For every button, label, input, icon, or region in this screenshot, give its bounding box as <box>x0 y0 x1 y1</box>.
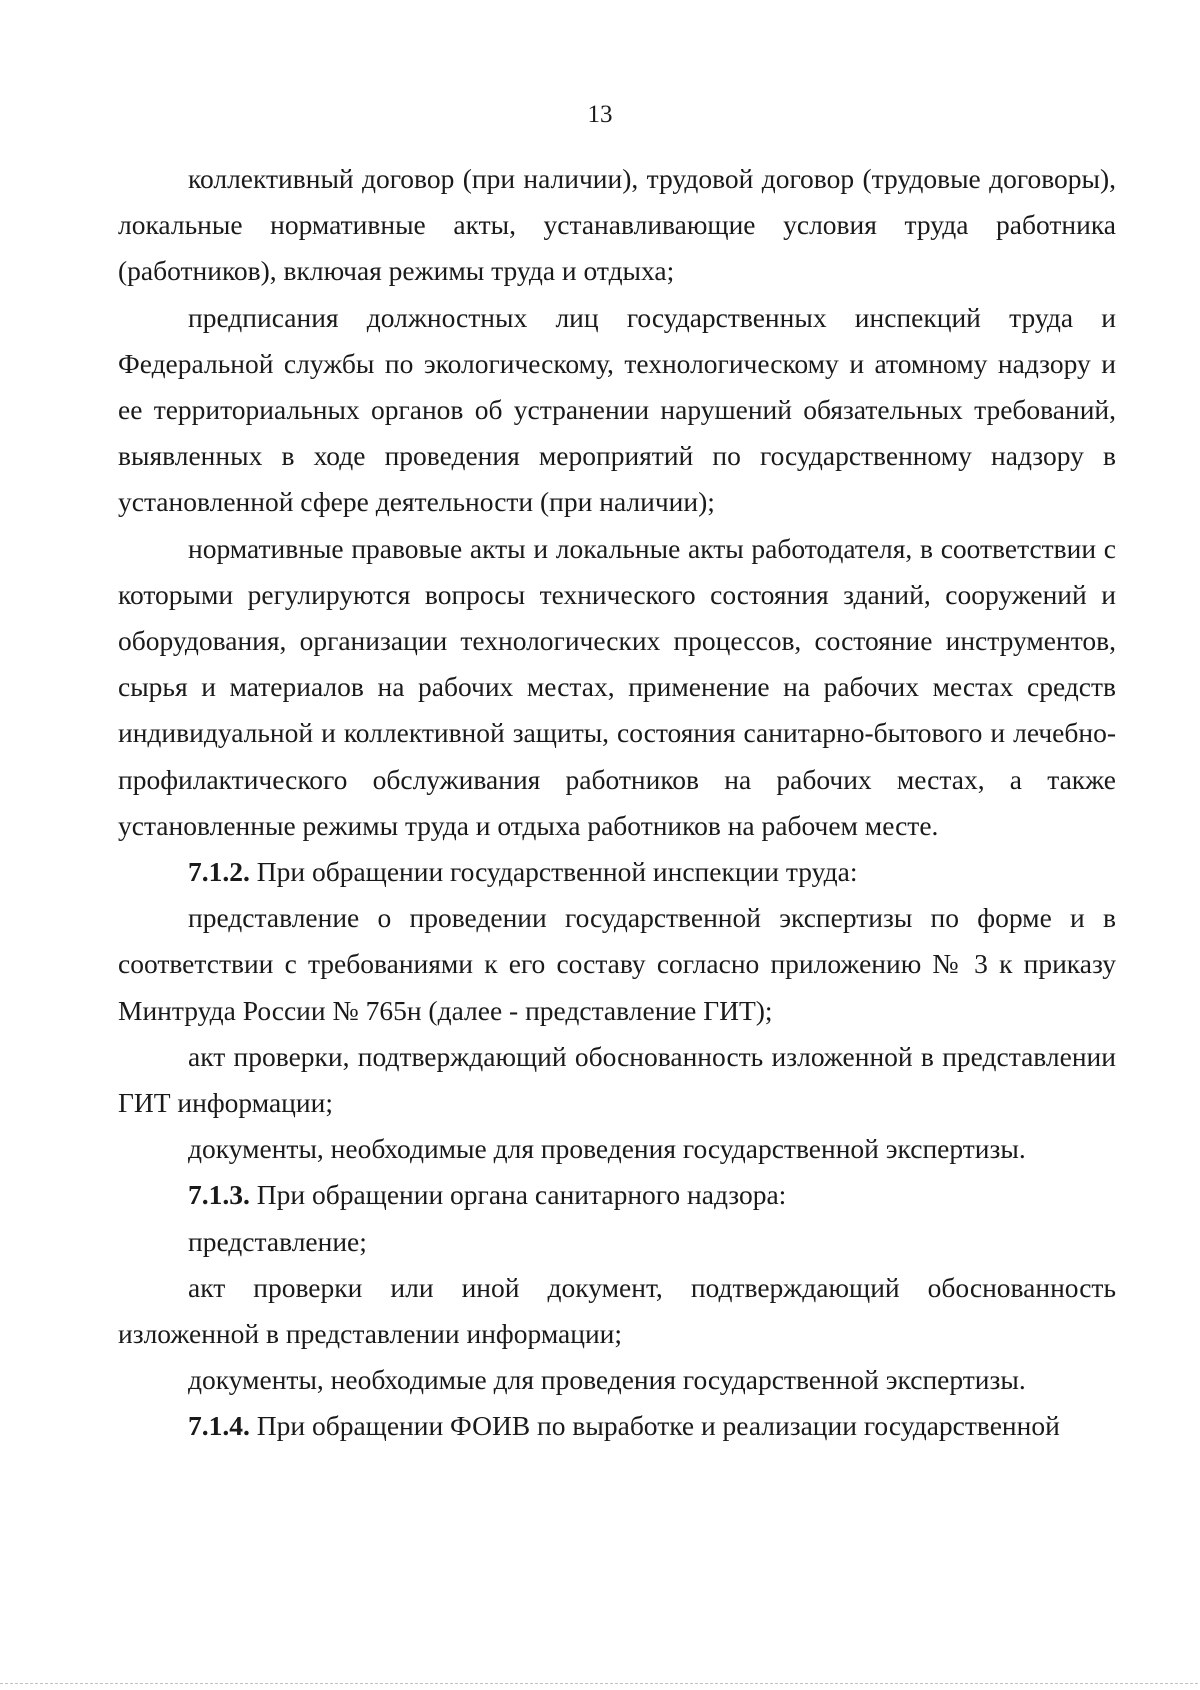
section-7-1-3-heading: 7.1.3. При обращении органа санитарного надзора: <box>188 1179 787 1211</box>
paragraph-git-submission: представление о проведении государственной экспертизы по форме и в соответствии с требованиями к его составу согласно приложению № 3 к приказу Минтруда России № 765н (далее - представление ГИТ); <box>118 902 1116 1026</box>
paragraph-inspection-act-other: акт проверки или иной документ, подтверждающий обоснованность изложенной в представлении информации; <box>118 1271 1116 1350</box>
section-number: 7.1.3. <box>188 1179 250 1211</box>
paragraph-submission: представление; <box>188 1225 367 1257</box>
section-number: 7.1.4. <box>188 1410 250 1442</box>
document-body <box>118 156 1116 1450</box>
page-number: 13 <box>587 101 613 128</box>
paragraph-collective-agreement: коллективный договор (при наличии), трудовой договор (трудовые договоры), локальные нормативные акты, устанавливающие условия труда работника (работников), включая режимы труда и отдыха; <box>118 163 1116 287</box>
scan-edge-line <box>0 1683 1200 1684</box>
paragraph-expertise-documents: документы, необходимые для проведения государственной экспертизы. <box>188 1133 1026 1165</box>
section-number: 7.1.2. <box>188 856 250 888</box>
paragraph-inspection-orders: предписания должностных лиц государственных инспекций труда и Федеральной службы по экологическому, технологическому и атомному надзору и ее территориальных органов об устранении нарушений обязательных требований, выявленных в ходе проведения мероприятий по государственному надзору в установленной сфере деятельности (при наличии); <box>118 301 1116 518</box>
section-7-1-2-heading: 7.1.2. При обращении государственной инспекции труда: <box>188 856 858 888</box>
paragraph-regulatory-acts: нормативные правовые акты и локальные акты работодателя, в соответствии с которыми регулируются вопросы технического состояния зданий, сооружений и оборудования, организации технологических процессов, состояние инструментов, сырья и материалов на рабочих местах, применение на рабочих местах средств индивидуальной и коллективной защиты, состояния санитарно-бытового и лечебно-профилактического обслуживания работников на рабочих местах, а также установленные режимы труда и отдыха работников на рабочем месте. <box>118 532 1116 841</box>
paragraph-expertise-documents-2: документы, необходимые для проведения государственной экспертизы. <box>188 1364 1026 1396</box>
section-7-1-4-heading: 7.1.4. При обращении ФОИВ по выработке и реализации государственной <box>188 1410 1060 1442</box>
paragraph-inspection-act: акт проверки, подтверждающий обоснованность изложенной в представлении ГИТ информации; <box>118 1040 1116 1119</box>
